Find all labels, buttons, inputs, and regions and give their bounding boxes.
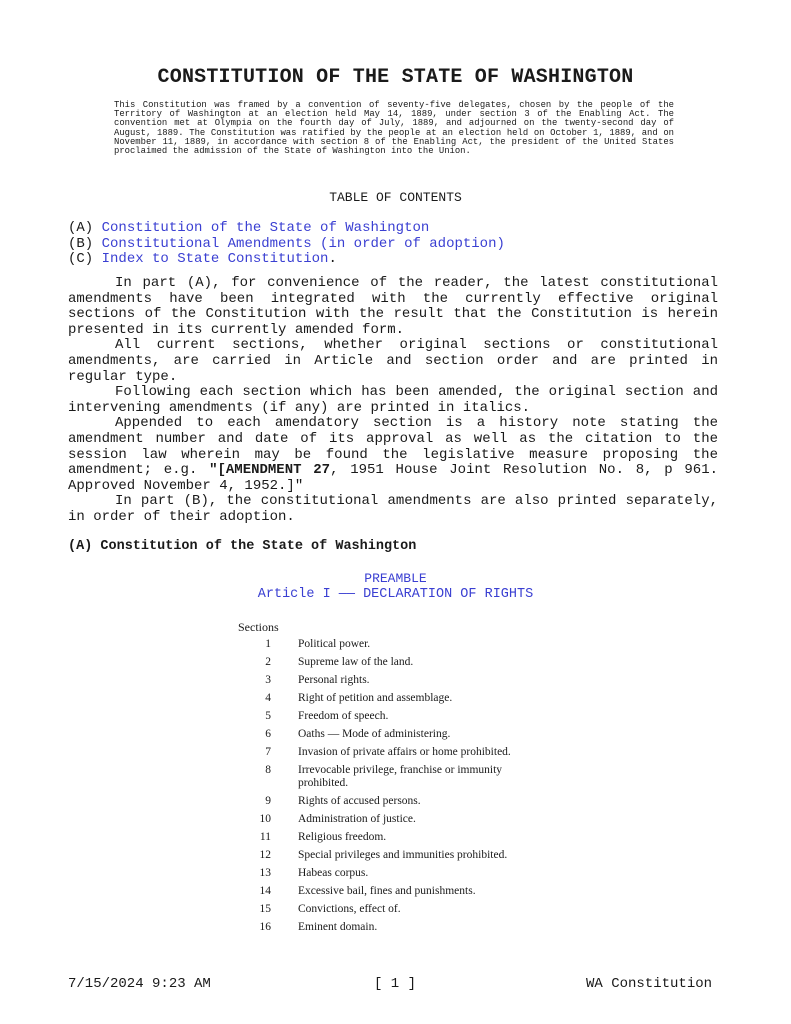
section-row	[238, 764, 558, 791]
part-a-heading: (A) Constitution of the State of Washington	[68, 539, 417, 554]
section-number: 4	[265, 692, 271, 704]
section-number: 3	[265, 674, 271, 686]
section-number: 11	[259, 831, 271, 844]
toc-link-constitution[interactable]: Constitution of the State of Washington	[101, 220, 430, 236]
section-number: 8	[265, 764, 271, 776]
section-title: Eminent domain.	[298, 921, 378, 934]
section-row	[238, 692, 558, 705]
section-title: Administration of justice.	[298, 813, 416, 826]
section-number: 16	[259, 921, 271, 934]
table-of-contents	[68, 221, 505, 268]
section-row	[238, 674, 558, 687]
footer-timestamp: 7/15/2024 9:23 AM	[68, 976, 211, 992]
section-number: 9	[265, 795, 271, 808]
section-number: 15	[259, 903, 271, 916]
amendment-example-bold: "[AMENDMENT 27	[209, 462, 331, 479]
toc-link-amendments[interactable]: Constitutional Amendments (in order of adoption)	[101, 235, 505, 252]
section-title: Religious freedom.	[298, 831, 387, 844]
body-paragraph: In part (B), the constitutional amendments are also printed separately, in order of their adoption.	[68, 493, 718, 525]
toc-link-index[interactable]: Index to State Constitution	[101, 251, 329, 267]
section-row	[238, 885, 558, 898]
section-row	[238, 831, 558, 844]
section-title: Rights of accused persons.	[298, 795, 421, 808]
body-paragraph: Following each section which has been amended, the original section and intervening amendments (if any) are printed in italics.	[68, 384, 718, 416]
section-row	[238, 656, 558, 669]
section-number: 6	[265, 728, 271, 740]
section-title: Habeas corpus.	[298, 867, 369, 880]
section-title: Invasion of private affairs or home prohibited.	[298, 746, 511, 758]
section-row	[238, 728, 558, 741]
toc-item-prefix: (B)	[68, 235, 94, 252]
section-number: 10	[259, 813, 271, 826]
section-row	[238, 638, 558, 651]
section-title: Oaths — Mode of administering.	[298, 728, 451, 740]
toc-item-c	[68, 252, 505, 268]
body-paragraph-example	[68, 416, 718, 494]
preamble-link	[0, 571, 791, 586]
section-title: Freedom of speech.	[298, 710, 389, 722]
body-text-span: , 1951 House Joint Resolution No. 8, p 961. Approved November 4, 1952.]"	[68, 462, 719, 494]
toc-item-suffix: .	[328, 251, 337, 267]
section-row	[238, 849, 558, 862]
sections-label: Sections	[238, 620, 279, 634]
section-title: Political power.	[298, 638, 371, 650]
section-title: Special privileges and immunities prohibited.	[298, 849, 508, 862]
toc-item-a	[68, 221, 505, 237]
section-number: 13	[259, 867, 271, 880]
section-number: 12	[259, 849, 271, 862]
body-text-span: Appended to each amendatory section is a history note stating the amendment number and date of its approval as well as the citation to the session law wherein may be found the legislative measure proposing the amendment; e.g.	[68, 415, 718, 479]
section-number: 14	[259, 885, 271, 898]
section-number: 2	[265, 656, 271, 668]
article-link-text[interactable]: Article I —— DECLARATION OF RIGHTS	[257, 587, 534, 602]
intro-paragraph: This Constitution was framed by a convention of seventy-five delegates, chosen by the people of the Territory of Washington at an election held May 14, 1889, under section 3 of the Enabling Act. The convention met at Olympia on the fourth day of July, 1889, and adjourned on the twenty-second day of August, 1889. The Constitution was ratified by the people at an election held on October 1, 1889, and on November 11, 1889, in accordance with section 8 of the Enabling Act, the president of the United States proclaimed the admission of the State of Washington into the Union.	[114, 100, 674, 157]
toc-heading: TABLE OF CONTENTS	[329, 190, 462, 205]
section-row	[238, 746, 558, 759]
section-number: 5	[265, 710, 271, 722]
section-number: 7	[265, 746, 271, 758]
section-row	[238, 813, 558, 826]
article-title	[0, 587, 791, 602]
section-row	[238, 710, 558, 723]
section-title: Supreme law of the land.	[298, 656, 414, 668]
section-title: Excessive bail, fines and punishments.	[298, 885, 476, 898]
toc-item-prefix: (A)	[68, 220, 94, 236]
section-title: Personal rights.	[298, 674, 370, 686]
page-title: CONSTITUTION OF THE STATE OF WASHINGTON	[157, 66, 634, 89]
section-row	[238, 921, 558, 934]
section-row	[238, 903, 558, 916]
section-row	[238, 795, 558, 808]
toc-item-b	[68, 237, 505, 253]
section-number: 1	[265, 638, 271, 650]
sections-list	[238, 638, 558, 939]
preamble-link-text[interactable]: PREAMBLE	[364, 571, 427, 586]
section-title: Right of petition and assemblage.	[298, 692, 453, 704]
section-row	[238, 867, 558, 880]
section-title: Convictions, effect of.	[298, 903, 401, 916]
section-title: Irrevocable privilege, franchise or immunity prohibited.	[298, 764, 503, 790]
footer-document-name: WA Constitution	[586, 976, 713, 992]
explanatory-text	[68, 276, 718, 526]
toc-item-prefix: (C)	[68, 251, 94, 267]
body-paragraph: All current sections, whether original sections or constitutional amendments, are carried in Article and section order and are printed in regular type.	[68, 337, 718, 385]
footer-page-number: [ 1 ]	[374, 976, 417, 992]
body-paragraph: In part (A), for convenience of the reader, the latest constitutional amendments have been integrated with the currently effective original sections of the Constitution with the result that the Constitution is herein presented in its currently amended form.	[68, 275, 718, 338]
